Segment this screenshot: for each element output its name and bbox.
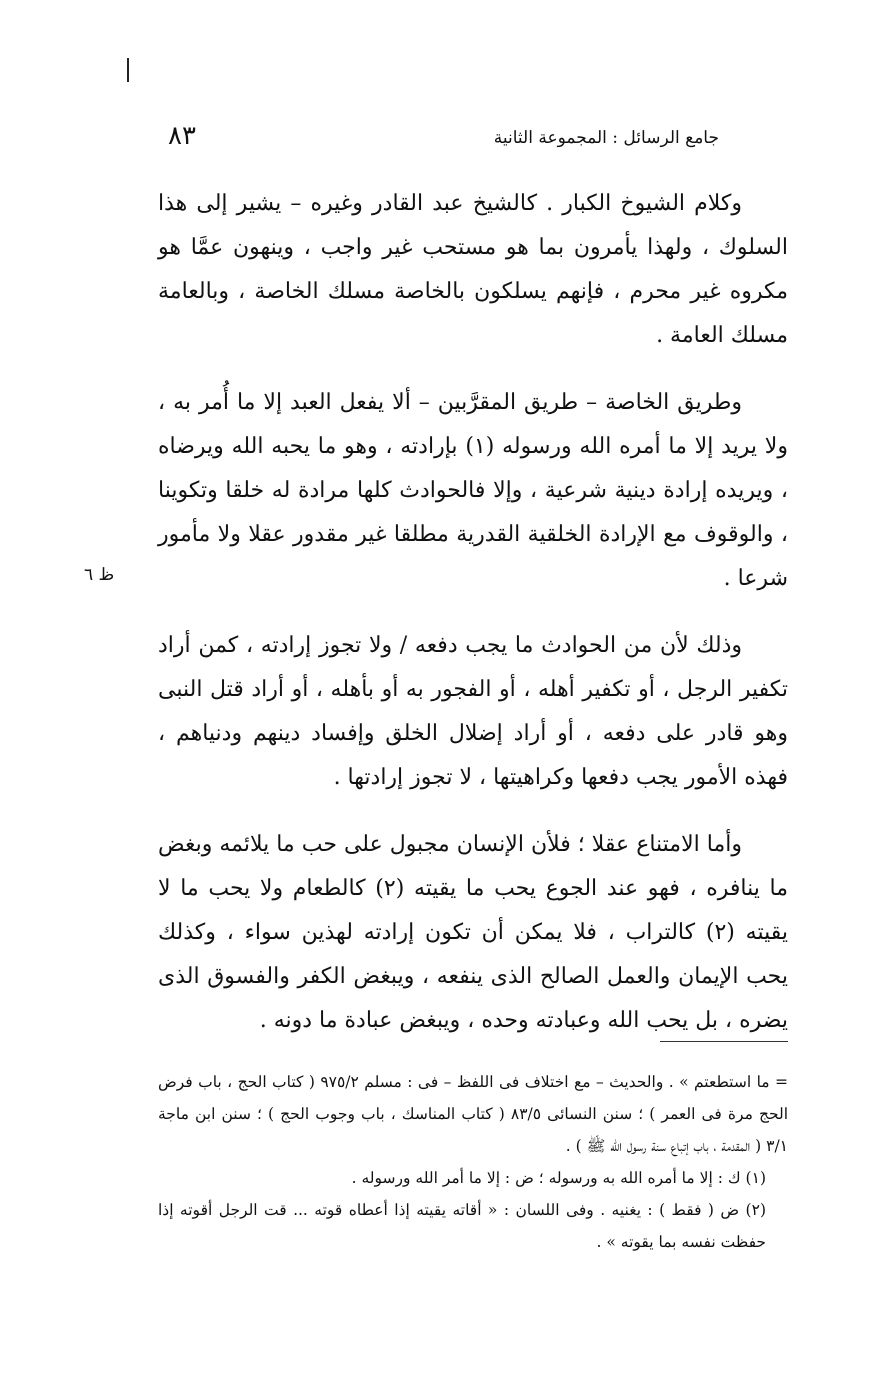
footnote-1: (١) ك : إلا ما أمره الله به ورسوله ؛ ض : إلا ما أمر الله ورسوله . xyxy=(351,1169,766,1187)
footnotes xyxy=(158,1066,788,1258)
running-header xyxy=(168,120,719,156)
running-header-title: جامع الرسائل : المجموعة الثانية xyxy=(493,128,719,148)
paragraph: وأما الامتناع عقلا ؛ فلأن الإنسان مجبول على حب ما يلائمه وبغض ما ينافره ، فهو عند الجوع يحب ما يقيته (٢) كالطعام ولا يحب ما لا يقيته (٢) كالتراب ، فلا يمكن أن تكون إرادته لهذين سواء ، وكذلك يحب الإيمان والعمل الصالح الذى ينفعه ، ويبغض الكفر والفسوق الذى يضره ، بل يحب الله وعبادته وحده ، ويبغض عبادة ما دونه . xyxy=(158,832,789,1033)
paragraph: وكلام الشيوخ الكبار . كالشيخ عبد القادر وغيره – يشير إلى هذا السلوك ، ولهذا يأمرون بما هو مستحب غير واجب ، وينهون عمَّا هو مكروه غير محرم ، فإنهم يسلكون بالخاصة مسلك الخاصة ، وبالعامة مسلك العامة . xyxy=(158,191,788,348)
main-text xyxy=(158,182,788,1066)
manuscript-folio-note: ظ ٦ xyxy=(84,565,115,585)
page-number: ٨٣ xyxy=(168,121,196,151)
page-edge-mark xyxy=(127,58,129,82)
footnote-continuation: = ما استطعتم » . والحديث – مع اختلاف فى اللفظ – فى : مسلم ٩٧٥/٢ ( كتاب الحج ، باب فرض الحج مرة فى العمر ) ؛ سنن النسائى ٨٣/٥ ( كتاب المناسك ، باب وجوب الحج ) ؛ سنن ابن ماجة ٣/١ ( المقدمة ، باب إتباع سنة رسول الله ﷺ ) . xyxy=(158,1073,788,1155)
footnote-divider xyxy=(660,1041,788,1042)
paragraph: وطريق الخاصة – طريق المقرَّبين – ألا يفعل العبد إلا ما أُمر به ، ولا يريد إلا ما أمره الله ورسوله (١) بإرادته ، وهو ما يحبه الله ويرضاه ، ويريده إرادة دينية شرعية ، وإلا فالحوادث كلها مرادة له خلقا وتكوينا ، والوقوف مع الإرادة الخلقية القدرية مطلقا غير مقدور عقلا ولا مأمور شرعا . xyxy=(158,390,788,591)
paragraph: وذلك لأن من الحوادث ما يجب دفعه / ولا تجوز إرادته ، كمن أراد تكفير الرجل ، أو تكفير أهله ، أو الفجور به أو بأهله ، أو أراد قتل النبى وهو قادر على دفعه ، أو أراد إضلال الخلق وإفساد دينهم ودنياهم ، فهذه الأمور يجب دفعها وكراهيتها ، لا تجوز إرادتها . xyxy=(158,633,788,790)
footnote-2: (٢) ض ( فقط ) : يغنيه . وفى اللسان : « أقاته يقيته إذا أعطاه قوته ... قت الرجل أقوته إذا حفظت نفسه بما يقوته » . xyxy=(158,1201,766,1251)
